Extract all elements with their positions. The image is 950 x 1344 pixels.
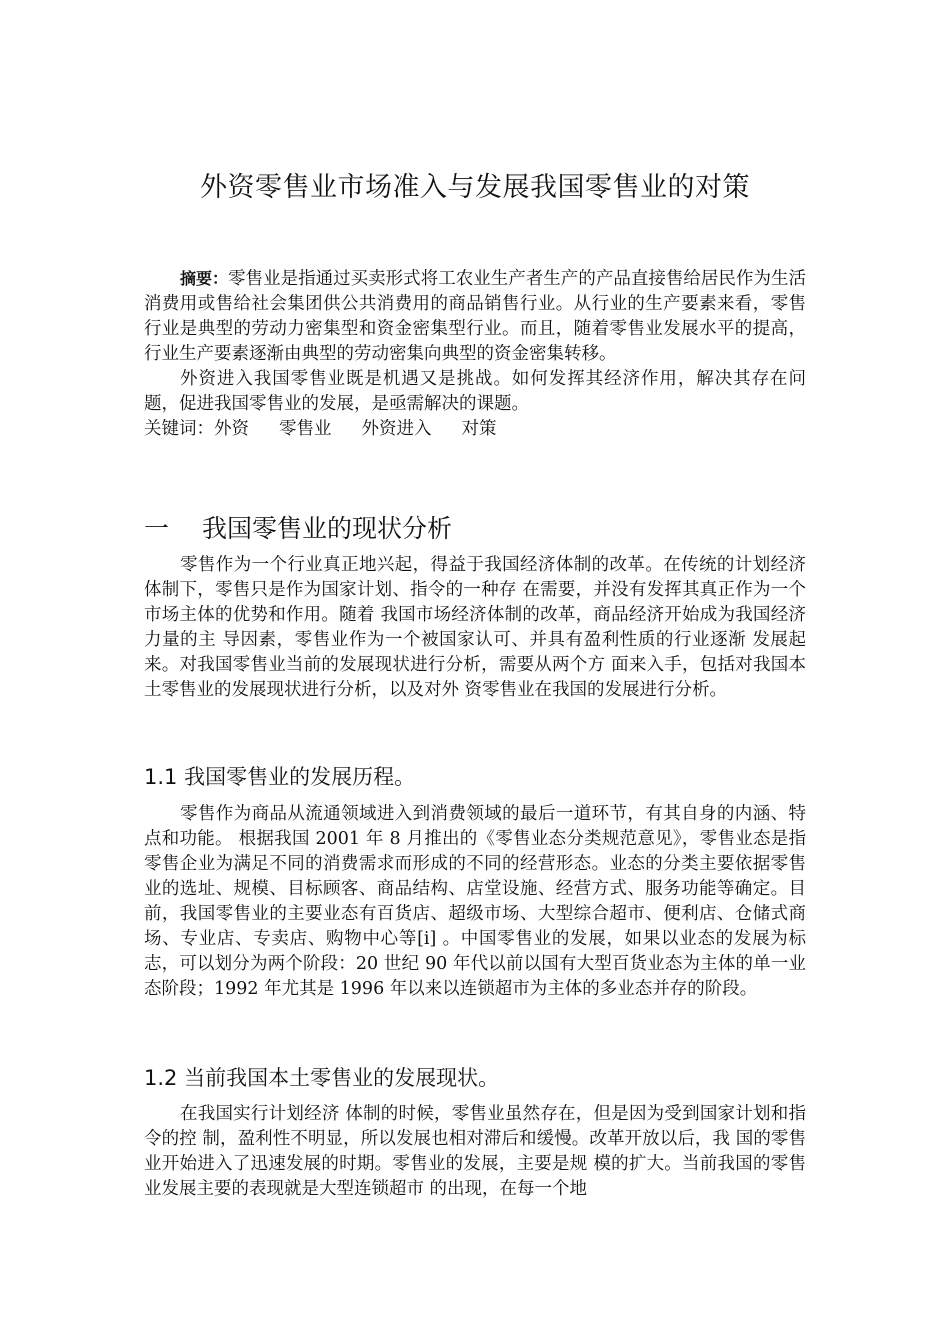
section-1-heading <box>144 512 452 546</box>
keyword-item: 零售业 <box>279 419 332 439</box>
section-1-1-heading: 1.1 我国零售业的发展历程。 <box>144 765 416 789</box>
section-1-1-body <box>144 802 806 1002</box>
keyword-item: 对策 <box>461 419 497 439</box>
keyword-item: 外资 <box>214 419 249 439</box>
keywords-line <box>144 417 806 442</box>
abstract-label: 摘要： <box>180 269 229 288</box>
keyword-item: 外资进入 <box>361 419 432 439</box>
section-1-2-paragraph: 在我国实行计划经济 体制的时候，零售业虽然存在，但是因为受到国家计划和指令的控 制，盈利性不明显，所以发展也相对滞后和缓慢。改革开放以后，我 国的零售业开始进入了迅速发展的时期。零售业的发展，主要是规 模的扩大。当前我国的零售业发展主要的表现就是大型连锁超市 的出现，在每一个地 <box>144 1104 806 1199</box>
abstract-text-1: 零售业是指通过买卖形式将工农业生产者生产的产品直接售给居民作为生活消费用或售给社会集团供公共消费用的商品销售行业。从行业的生产要素来看，零售行业是典型的劳动力密集型和资金密集型行业。而且，随着零售业发展水平的提高，行业生产要素逐渐由典型的劳动密集向典型的资金密集转移。 <box>144 269 806 364</box>
document-title: 外资零售业市场准入与发展我国零售业的对策 <box>200 172 750 203</box>
abstract-paragraph-1 <box>144 266 806 367</box>
section-1-heading-text: 我国零售业的现状分析 <box>202 514 453 543</box>
keywords-label: 关键词： <box>144 419 214 439</box>
section-1-2-body <box>144 1102 806 1202</box>
section-1-paragraph: 零售作为一个行业真正地兴起，得益于我国经济体制的改革。在传统的计划经济体制下，零售只是作为国家计划、指令的一种存 在需要，并没有发挥其真正作为一个市场主体的优势和作用。随着 我国市场经济体制的改革，商品经济开始成为我国经济力量的主 导因素，零售业作为一个被国家认可、并具有盈利性质的行业逐渐 发展起来。对我国零售业当前的发展现状进行分析，需要从两个方 面来入手，包括对我国本土零售业的发展现状进行分析，以及对外 资零售业在我国的发展进行分析。 <box>144 555 806 700</box>
section-1-number: 一 <box>144 514 170 543</box>
abstract-block <box>144 266 806 442</box>
section-1-2-heading: 1.2 当前我国本土零售业的发展现状。 <box>144 1066 500 1090</box>
section-1-body <box>144 553 806 703</box>
section-1-1-paragraph: 零售作为商品从流通领域进入到消费领域的最后一道环节，有其自身的内涵、特点和功能。 根据我国 2001 年 8 月推出的《零售业态分类规范意见》，零售业态是指零售企业为满足不同的消费需求而形成的不同的经营形态。业态的分类主要依据零售业的选址、规模、目标顾客、商品结构、店堂设施、经营方式、服务功能等确定。目前，我国零售业的主要业态有百货店、超级市场、大型综合超市、便利店、仓储式商场、专业店、专卖店、购物中心等[i] 。中国零售业的发展，如果以业态的发展为标志，可以划分为两个阶段：20 世纪 90 年代以前以国有大型百货业态为主体的单一业态阶段；1992 年尤其是 1996 年以来以连锁超市为主体的多业态并存的阶段。 <box>144 804 806 999</box>
abstract-paragraph-2: 外资进入我国零售业既是机遇又是挑战。如何发挥其经济作用，解决其存在问题，促进我国零售业的发展，是亟需解决的课题。 <box>144 369 806 414</box>
